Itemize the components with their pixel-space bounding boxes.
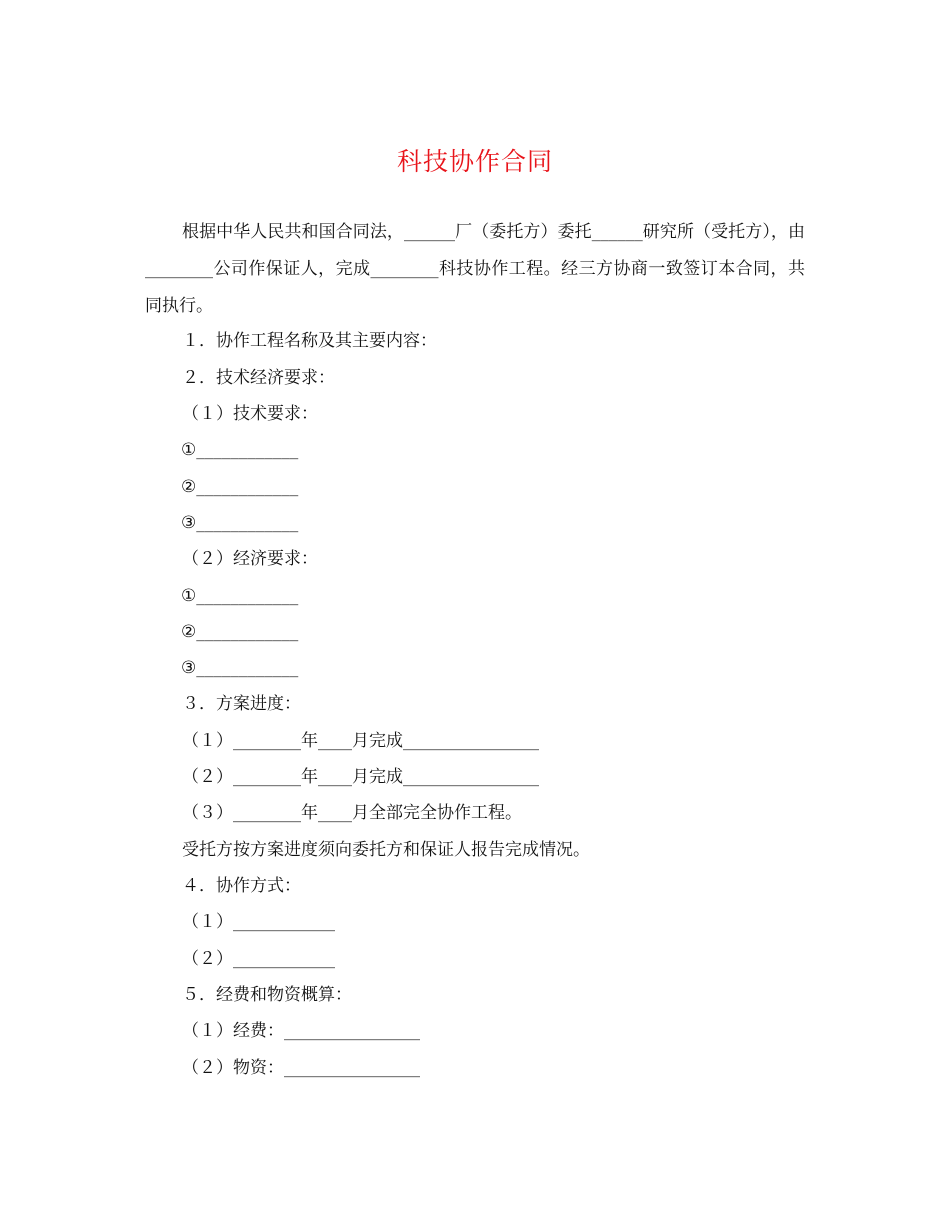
- cooperation-mode-2: （２）____________: [182, 949, 335, 969]
- section-5-heading: ５．经费和物资概算：: [182, 985, 352, 1005]
- intro-paragraph: 根据中华人民共和国合同法，______厂（委托方）委托______研究所（受托方），由________公司作保证人，完成________科技协作工程。经三方协商一致签订本合同，共同执行。: [145, 222, 805, 316]
- schedule-line-1: （１）________年____月完成________________: [182, 731, 539, 751]
- budget-materials-line: （２）物资：________________: [182, 1058, 420, 1078]
- tech-requirement-1: ①____________: [181, 440, 299, 460]
- economic-requirement-2: ②____________: [181, 622, 299, 642]
- budget-funds-line: （１）经费：________________: [182, 1021, 420, 1041]
- section-3-heading: ３．方案进度：: [182, 694, 301, 714]
- document-title: 科技协作合同: [396, 147, 553, 176]
- tech-requirements-heading: （１）技术要求：: [182, 404, 318, 424]
- economic-requirement-3: ③____________: [181, 658, 299, 678]
- tech-requirement-2: ②____________: [181, 477, 299, 497]
- schedule-line-3: （３）________年____月全部完全协作工程。: [182, 803, 522, 823]
- tech-requirement-3: ③____________: [181, 513, 299, 533]
- progress-report-note: 受托方按方案进度须向委托方和保证人报告完成情况。: [182, 840, 590, 860]
- cooperation-mode-1: （１）____________: [182, 912, 335, 932]
- economic-requirement-1: ①____________: [181, 586, 299, 606]
- section-4-heading: ４．协作方式：: [182, 876, 301, 896]
- section-1-heading: １．协作工程名称及其主要内容：: [182, 331, 437, 351]
- economic-requirements-heading: （２）经济要求：: [182, 549, 318, 569]
- schedule-line-2: （２）________年____月完成________________: [182, 767, 539, 787]
- section-2-heading: ２．技术经济要求：: [182, 368, 335, 388]
